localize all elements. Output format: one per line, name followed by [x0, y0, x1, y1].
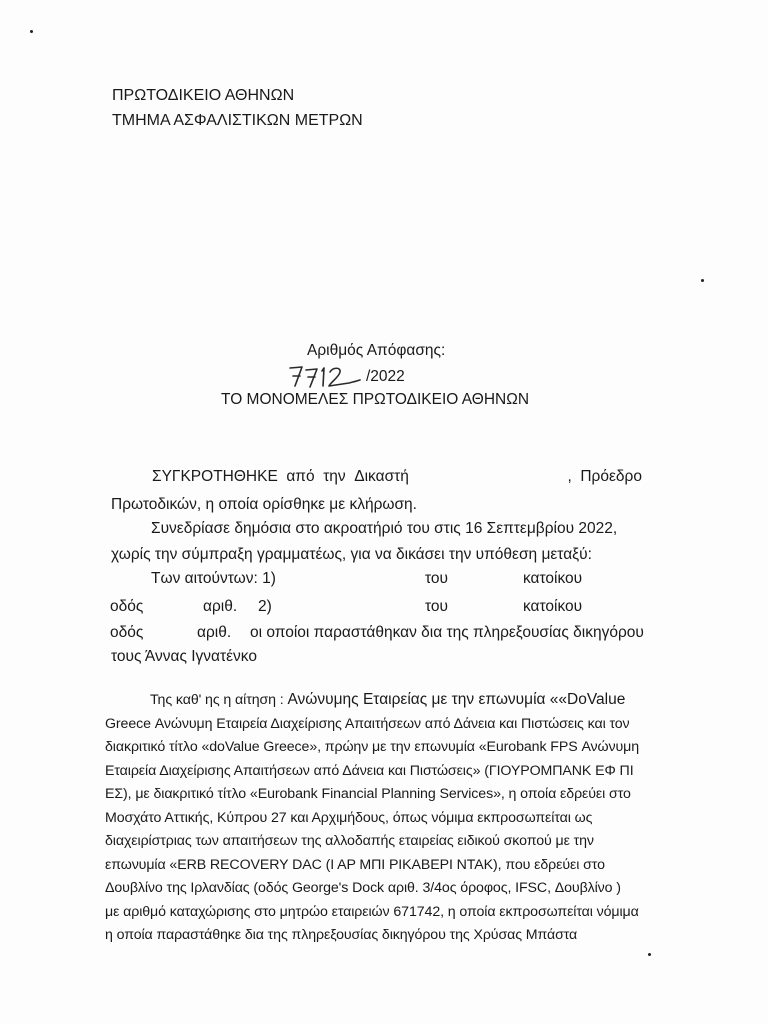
court-title: ΤΟ ΜΟΝΟΜΕΛΕΣ ΠΡΩΤΟΔΙΚΕΙΟ ΑΘΗΝΩΝ	[221, 391, 530, 408]
department-name: ΤΜΗΜΑ ΑΣΦΑΛΙΣΤΙΚΩΝ ΜΕΤΡΩΝ	[112, 112, 363, 129]
respondent-text-line: ΕΣ), με διακριτικό τίτλο «Eurobank Financial Planning Services», η οποία εδρεύει στο	[105, 786, 631, 802]
applicants-lawyer-line: τους Άννας Ιγνατένκο	[111, 648, 257, 665]
composition-word: ΣΥΓΚΡΟΤΗΘΗΚΕ	[152, 468, 278, 485]
composition-word: Πρόεδρο	[580, 468, 642, 485]
respondent-text-line: διαχειρίστριας των απαιτήσεων της αλλοδαπής εταιρείας ειδικού σκοπού με την	[105, 833, 594, 849]
session-line: Συνεδρίασε δημόσια στο ακροατήριό του στις 16 Σεπτεμβρίου 2022,	[151, 520, 618, 537]
applicant-address-word: οδός	[110, 624, 144, 641]
decision-number-label: Αριθμός Απόφασης:	[307, 342, 446, 359]
respondent-name-start: Ανώνυμης Εταιρείας με την επωνυμία ««DoValue	[287, 691, 626, 708]
composition-word: Δικαστή	[354, 468, 409, 485]
composition-word: από	[286, 468, 315, 485]
scan-speck	[648, 953, 651, 956]
handwritten-decision-number	[287, 362, 361, 390]
respondent-line	[150, 690, 625, 710]
applicant-address-word: αριθ.	[197, 624, 232, 641]
respondent-text-line: Μοσχάτο Αττικής, Κύπρου 27 και Αρχιμήδους, όπως νόμιμα εκπροσωπείται ως	[105, 810, 593, 826]
session-continued: χωρίς την σύμπραξη γραμματέως, για να δικάσει την υπόθεση μεταξύ:	[111, 546, 592, 563]
applicant-address-word: οδός	[110, 598, 144, 615]
court-name: ΠΡΩΤΟΔΙΚΕΙΟ ΑΘΗΝΩΝ	[112, 87, 295, 104]
applicant-address-word: κατοίκου	[523, 598, 583, 615]
applicant-address-word: του	[425, 598, 449, 615]
applicant-word: κατοίκου	[523, 570, 583, 587]
respondent-text-line: Εταιρεία Διαχείρισης Απαιτήσεων από Δάνεια και Πιστώσεις» (ΓΙΟΥΡΟΜΠΑΝΚ ΕΦ ΠΙ	[105, 763, 634, 779]
applicant-address-word: αριθ.	[203, 598, 238, 615]
composition-word: την	[323, 468, 346, 485]
scan-speck	[701, 279, 704, 282]
composition-continued: Πρωτοδικών, η οποία ορίσθηκε με κλήρωση.	[111, 496, 417, 513]
applicants-represented-line: οι οποίοι παραστάθηκαν δια της πληρεξουσίας δικηγόρου	[250, 624, 644, 641]
scan-speck	[30, 30, 33, 33]
respondent-text-line: διακριτικό τίτλο «doValue Greece», πρώην με την επωνυμία «Eurobank FPS Ανώνυμη	[105, 739, 640, 755]
respondent-label: Της καθ' ης η αίτηση :	[150, 692, 288, 708]
applicant-address-word: 2)	[258, 598, 272, 615]
composition-line	[152, 467, 642, 487]
applicants-label: Των αιτούντων: 1)	[151, 570, 276, 587]
respondent-text-line: επωνυμία «ERB RECOVERY DAC (Ι ΑΡ ΜΠΙ ΡΙΚΑΒΕΡΙ ΝΤΑΚ), που εδρεύει στο	[105, 857, 605, 873]
respondent-text-line: Δουβλίνο της Ιρλανδίας (οδός George's Dock αριθ. 3/4ος όροφος, IFSC, Δουβλίνο )	[105, 880, 621, 896]
applicant-word: του	[425, 570, 449, 587]
decision-year: /2022	[366, 368, 405, 385]
respondent-text-line: η οποία παραστάθηκε δια της πληρεξουσίας δικηγόρου της Χρύσας Μπάστα	[105, 927, 578, 943]
respondent-text-line: Greece Ανώνυμη Εταιρεία Διαχείρισης Απαιτήσεων από Δάνεια και Πιστώσεις και τον	[105, 716, 630, 732]
composition-word: ,	[567, 468, 572, 485]
respondent-text-line: με αριθμό καταχώρισης στο μητρώο εταιρειών 671742, η οποία εκπροσωπείται νόμιμα	[105, 904, 639, 920]
